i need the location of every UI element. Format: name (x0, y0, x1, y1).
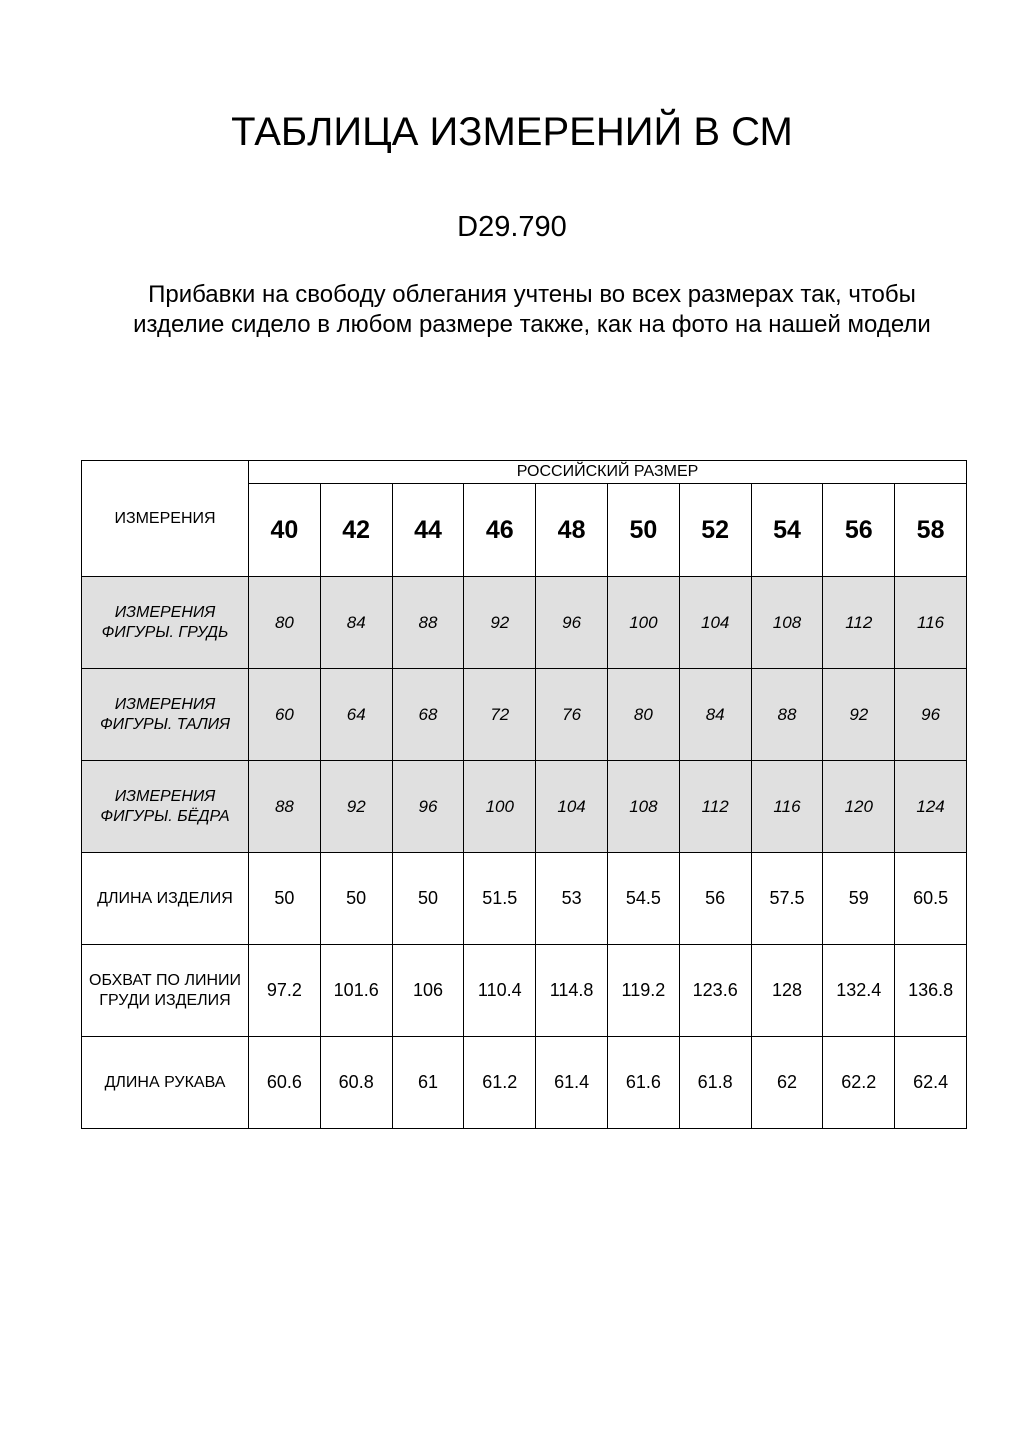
table-cell: 56 (679, 853, 751, 945)
table-cell: 50 (392, 853, 464, 945)
table-cell: 59 (823, 853, 895, 945)
table-cell: 57.5 (751, 853, 823, 945)
table-cell: 114.8 (536, 945, 608, 1037)
table-cell: 61.2 (464, 1037, 536, 1129)
table-cell: 132.4 (823, 945, 895, 1037)
table-cell: 61 (392, 1037, 464, 1129)
table-cell: 62 (751, 1037, 823, 1129)
table-cell: 54.5 (607, 853, 679, 945)
table-cell: 110.4 (464, 945, 536, 1037)
table-cell: 60 (249, 669, 321, 761)
table-cell: 61.8 (679, 1037, 751, 1129)
table-cell: 128 (751, 945, 823, 1037)
table-cell: 61.6 (607, 1037, 679, 1129)
table-cell: 80 (249, 577, 321, 669)
table-header-row (82, 461, 967, 484)
table-row-waist (82, 669, 967, 761)
table-cell: 60.5 (895, 853, 967, 945)
table-cell: 96 (895, 669, 967, 761)
size-header: 44 (392, 484, 464, 577)
row-label: ИЗМЕРЕНИЯ ФИГУРЫ. ГРУДЬ (82, 577, 249, 669)
table-cell: 51.5 (464, 853, 536, 945)
row-label: ДЛИНА РУКАВА (82, 1037, 249, 1129)
size-header: 48 (536, 484, 608, 577)
table-cell: 72 (464, 669, 536, 761)
table-cell: 136.8 (895, 945, 967, 1037)
table-cell: 120 (823, 761, 895, 853)
table-cell: 108 (751, 577, 823, 669)
table-cell: 88 (249, 761, 321, 853)
table-cell: 112 (823, 577, 895, 669)
table-cell: 92 (320, 761, 392, 853)
table-cell: 108 (607, 761, 679, 853)
size-table (81, 460, 967, 1129)
table-row-garment-chest (82, 945, 967, 1037)
table-cell: 101.6 (320, 945, 392, 1037)
table-cell: 60.8 (320, 1037, 392, 1129)
table-cell: 104 (536, 761, 608, 853)
corner-label: ИЗМЕРЕНИЯ (82, 461, 249, 577)
table-cell: 116 (895, 577, 967, 669)
table-cell: 88 (751, 669, 823, 761)
size-header: 42 (320, 484, 392, 577)
size-header: 54 (751, 484, 823, 577)
table-cell: 97.2 (249, 945, 321, 1037)
row-label: ОБХВАТ ПО ЛИНИИ ГРУДИ ИЗДЕЛИЯ (82, 945, 249, 1037)
table-cell: 50 (320, 853, 392, 945)
table-cell: 61.4 (536, 1037, 608, 1129)
table-cell: 92 (823, 669, 895, 761)
row-label: ИЗМЕРЕНИЯ ФИГУРЫ. БЁДРА (82, 761, 249, 853)
group-header: РОССИЙСКИЙ РАЗМЕР (249, 461, 967, 484)
table-cell: 112 (679, 761, 751, 853)
table-row-sleeve (82, 1037, 967, 1129)
table-cell: 76 (536, 669, 608, 761)
table-cell: 80 (607, 669, 679, 761)
table-cell: 96 (392, 761, 464, 853)
table-cell: 119.2 (607, 945, 679, 1037)
table-row-chest (82, 577, 967, 669)
row-label: ДЛИНА ИЗДЕЛИЯ (82, 853, 249, 945)
size-header: 40 (249, 484, 321, 577)
table-cell: 104 (679, 577, 751, 669)
table-cell: 100 (607, 577, 679, 669)
row-label: ИЗМЕРЕНИЯ ФИГУРЫ. ТАЛИЯ (82, 669, 249, 761)
table-cell: 96 (536, 577, 608, 669)
size-header: 58 (895, 484, 967, 577)
table-row-hips (82, 761, 967, 853)
table-cell: 100 (464, 761, 536, 853)
fit-note: Прибавки на свободу облегания учтены во всех размерах так, чтобы изделие сидело в любом размере также, как на фото на нашей модели (133, 281, 931, 338)
table-cell: 60.6 (249, 1037, 321, 1129)
table-cell: 116 (751, 761, 823, 853)
size-header: 46 (464, 484, 536, 577)
table-cell: 84 (320, 577, 392, 669)
table-cell: 124 (895, 761, 967, 853)
size-header: 56 (823, 484, 895, 577)
table-cell: 106 (392, 945, 464, 1037)
table-cell: 62.2 (823, 1037, 895, 1129)
table-cell: 92 (464, 577, 536, 669)
table-cell: 88 (392, 577, 464, 669)
table-cell: 84 (679, 669, 751, 761)
table-cell: 62.4 (895, 1037, 967, 1129)
article-number: D29.790 (457, 211, 567, 243)
table-cell: 123.6 (679, 945, 751, 1037)
table-cell: 53 (536, 853, 608, 945)
table-cell: 64 (320, 669, 392, 761)
table-cell: 68 (392, 669, 464, 761)
size-header: 52 (679, 484, 751, 577)
table-cell: 50 (249, 853, 321, 945)
table-row-length (82, 853, 967, 945)
page-title: ТАБЛИЦА ИЗМЕРЕНИЙ В СМ (231, 110, 793, 154)
size-header: 50 (607, 484, 679, 577)
